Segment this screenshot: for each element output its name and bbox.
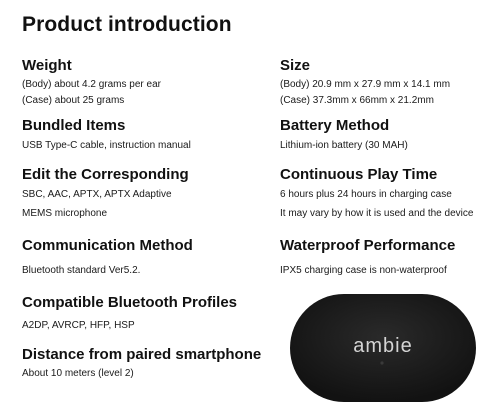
battery-heading: Battery Method [280, 117, 390, 134]
weight-section [22, 57, 161, 107]
communication-heading: Communication Method [22, 237, 193, 254]
battery-text: Lithium-ion battery (30 MAH) [280, 140, 408, 151]
size-case-text: (Case) 37.3mm x 66mm x 21.2mm [280, 95, 434, 106]
bundled-items-section [22, 117, 191, 152]
charging-case-image [288, 292, 478, 404]
waterproof-section [280, 237, 455, 277]
ambie-logo: ambie [353, 335, 413, 357]
codec-text: SBC, AAC, APTX, APTX Adaptive [22, 189, 172, 200]
profiles-heading: Compatible Bluetooth Profiles [22, 294, 238, 311]
weight-case-text: (Case) about 25 grams [22, 95, 125, 106]
profiles-text: A2DP, AVRCP, HFP, HSP [22, 320, 135, 331]
play-time-section [280, 166, 473, 220]
weight-body-text: (Body) about 4.2 grams per ear [22, 79, 161, 90]
weight-heading: Weight [22, 57, 72, 74]
play-time-note: It may vary by how it is used and the device [280, 208, 474, 219]
communication-section [22, 237, 193, 277]
size-body-text: (Body) 20.9 mm x 27.9 mm x 14.1 mm [280, 79, 451, 90]
communication-text: Bluetooth standard Ver5.2. [22, 265, 141, 276]
distance-section [22, 346, 261, 380]
distance-text: About 10 meters (level 2) [22, 368, 134, 379]
microphone-text: MEMS microphone [22, 208, 108, 219]
codec-heading: Edit the Corresponding [22, 166, 189, 183]
waterproof-text: IPX5 charging case is non-waterproof [280, 265, 447, 276]
size-heading: Size [280, 57, 311, 74]
battery-section [280, 117, 408, 152]
bundled-items-heading: Bundled Items [22, 117, 126, 134]
bundled-items-text: USB Type-C cable, instruction manual [22, 140, 191, 151]
codec-section [22, 166, 189, 220]
waterproof-heading: Waterproof Performance [280, 237, 456, 254]
page-title: Product introduction [22, 13, 232, 36]
profiles-section [22, 294, 237, 332]
distance-heading: Distance from paired smartphone [22, 346, 262, 363]
indicator-light-icon [380, 361, 383, 364]
play-time-text: 6 hours plus 24 hours in charging case [280, 189, 452, 200]
play-time-heading: Continuous Play Time [280, 166, 438, 183]
size-section [280, 57, 450, 107]
